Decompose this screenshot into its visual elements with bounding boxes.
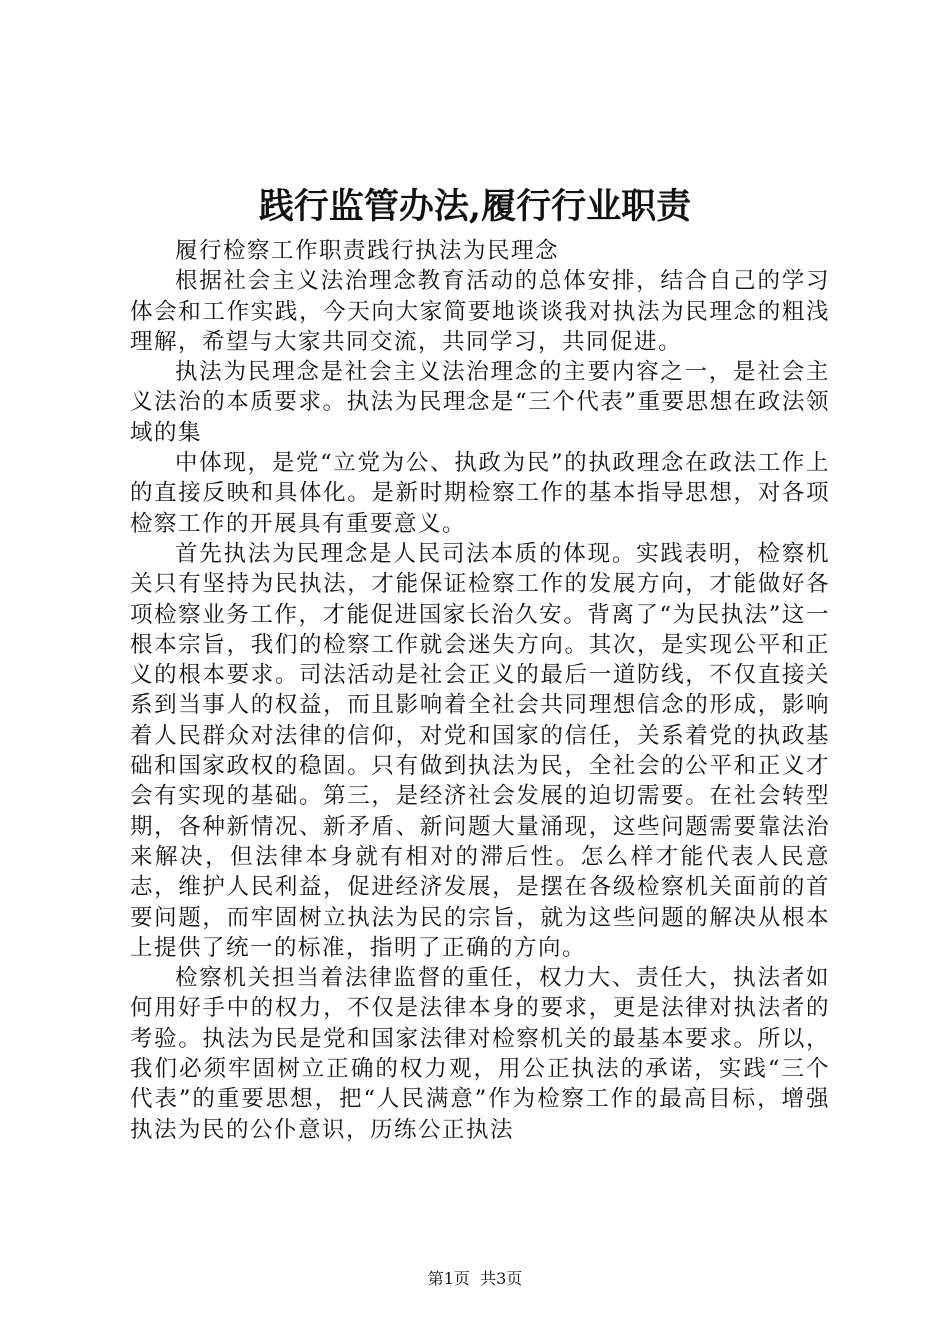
paragraph: 首先执法为民理念是人民司法本质的体现。实践表明，检察机关只有坚持为民执法，才能保证检察工作的发展方向，才能做好各项检察业务工作，才能促进国家长治久安。背离了“为民执法”这一根本宗旨，我们的检察工作就会迷失方向。其次，是实现公平和正义的根本要求。司法活动是社会正义的最后一道防线，不仅直接关系到当事人的权益，而且影响着全社会共同理想信念的形成，影响着人民群众对法律的信仰，对党和国家的信任，关系着党的执政基础和国家政权的稳固。只有做到执法为民，全社会的公平和正义才会有实现的基础。第三，是经济社会发展的迫切需要。在社会转型期，各种新情况、新矛盾、新问题大量涌现，这些问题需要靠法治来解决，但法律本身就有相对的滞后性。怎么样才能代表人民意志，维护人民利益，促进经济发展，是摆在各级检察机关面前的首要问题，而牢固树立执法为民的宗旨，就为这些问题的解决从根本上提供了统一的标准，指明了正确的方向。	[130, 540, 830, 961]
document-body	[130, 236, 830, 1145]
paragraph: 根据社会主义法治理念教育活动的总体安排，结合自己的学习体会和工作实践，今天向大家简要地谈谈我对执法为民理念的粗浅理解，希望与大家共同交流，共同学习，共同促进。	[130, 268, 830, 355]
paragraph: 检察机关担当着法律监督的重任，权力大、责任大，执法者如何用好手中的权力，不仅是法律本身的要求，更是法律对执法者的考验。执法为民是党和国家法律对检察机关的最基本要求。所以，我们必须牢固树立正确的权力观，用公正执法的承诺，实践“三个代表”的重要思想，把“人民满意”作为检察工作的最高目标，增强执法为民的公仆意识，历练公正执法	[130, 965, 830, 1143]
page-footer	[0, 1268, 950, 1290]
paragraph: 中体现，是党“立党为公、执政为民”的执政理念在政法工作上的直接反映和具体化。是新时期检察工作的基本指导思想，对各项检察工作的开展具有重要意义。	[130, 450, 830, 537]
paragraph: 执法为民理念是社会主义法治理念的主要内容之一，是社会主义法治的本质要求。执法为民理念是“三个代表”重要思想在政法领域的集	[130, 359, 830, 446]
paragraph-subtitle: 履行检察工作职责践行执法为民理念	[175, 238, 560, 264]
page-number: 第1页	[427, 1269, 470, 1288]
page-total: 共3页	[480, 1269, 523, 1288]
document-title: 践行监管办法,履行行业职责	[258, 186, 692, 227]
